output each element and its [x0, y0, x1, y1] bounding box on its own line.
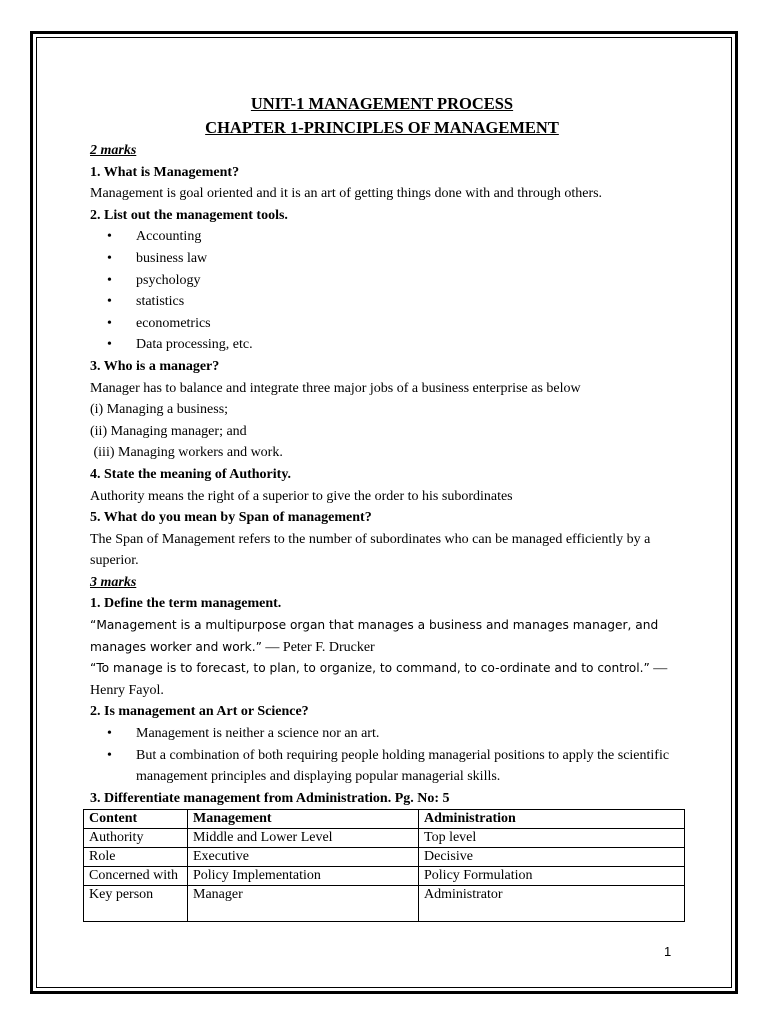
table-cell: Middle and Lower Level — [188, 829, 419, 848]
chapter-title: CHAPTER 1-PRINCIPLES OF MANAGEMENT — [205, 118, 559, 137]
list-item: • business law — [136, 248, 690, 270]
list-item: • But a combination of both requiring people holding managerial positions to apply the scientific management principles and displaying popular managerial skills. — [136, 745, 690, 788]
table-header: Management — [188, 810, 419, 829]
page-number: 1 — [664, 944, 672, 959]
answer-3m-1-quote-1 — [90, 615, 690, 658]
table-row — [84, 829, 685, 848]
list-item: • psychology — [136, 270, 690, 292]
question-1: 1. What is Management? — [90, 164, 240, 180]
question-3m-3: 3. Differentiate management from Administration. Pg. No: 5 — [90, 790, 450, 806]
table-cell: Manager — [188, 886, 419, 922]
fayol-attribution: — Henry Fayol. — [90, 661, 668, 698]
question-5: 5. What do you mean by Span of management? — [90, 510, 372, 526]
answer-3-line: (iii) Managing workers and work. — [90, 445, 283, 461]
question-2: 2. List out the management tools. — [90, 207, 288, 223]
answer-5: The Span of Management refers to the number of subordinates who can be managed efficiently by a superior. — [90, 531, 651, 569]
question-4: 4. State the meaning of Authority. — [90, 466, 292, 482]
answer-4: Authority means the right of a superior to give the order to his subordinates — [90, 488, 513, 504]
table-cell: Role — [84, 848, 188, 867]
table-cell: Authority — [84, 829, 188, 848]
list-item: • Data processing, etc. — [136, 334, 690, 356]
table-cell: Executive — [188, 848, 419, 867]
answer-3-line: (ii) Managing manager; and — [90, 423, 247, 439]
table-cell: Decisive — [419, 848, 685, 867]
table-header: Administration — [419, 810, 685, 829]
drucker-attribution: — Peter F. Drucker — [261, 639, 375, 655]
answer-3m-1-quote-2 — [90, 658, 690, 701]
question-3m-1: 1. Define the term management. — [90, 596, 282, 612]
unit-title: UNIT-1 MANAGEMENT PROCESS — [250, 94, 514, 113]
table-cell: Key person — [84, 886, 188, 922]
table-row — [84, 867, 685, 886]
comparison-table — [83, 809, 685, 922]
drucker-quote: “Management is a multipurpose organ that manages a business and manages manager, and manages worker and work.” — [90, 618, 659, 654]
table-cell: Policy Implementation — [188, 867, 419, 886]
table-cell: Top level — [419, 829, 685, 848]
section-3-marks: 3 marks — [90, 574, 137, 590]
list-item: • econometrics — [136, 313, 690, 335]
section-2-marks: 2 marks — [90, 143, 137, 158]
question-3: 3. Who is a manager? — [90, 358, 220, 374]
list-item: • Management is neither a science nor an art. — [136, 723, 690, 745]
table-cell: Administrator — [419, 886, 685, 922]
answer-3-line: (i) Managing a business; — [90, 402, 229, 418]
answer-3-line: Manager has to balance and integrate three major jobs of a business enterprise as below — [90, 380, 581, 396]
list-item: • Accounting — [136, 226, 690, 248]
table-row — [84, 848, 685, 867]
table-cell: Policy Formulation — [419, 867, 685, 886]
fayol-quote: “To manage is to forecast, to plan, to organize, to command, to co-ordinate and to control.” — [90, 661, 650, 676]
table-row — [84, 886, 685, 922]
answer-1: Management is goal oriented and it is an art of getting things done with and through others. — [90, 186, 603, 202]
art-science-list — [90, 723, 690, 788]
list-item: • statistics — [136, 291, 690, 313]
table-cell: Concerned with — [84, 867, 188, 886]
table-header: Content — [84, 810, 188, 829]
tools-list — [90, 226, 690, 356]
table-header-row — [84, 810, 685, 829]
document-body — [90, 92, 690, 922]
question-3m-2: 2. Is management an Art or Science? — [90, 704, 309, 720]
